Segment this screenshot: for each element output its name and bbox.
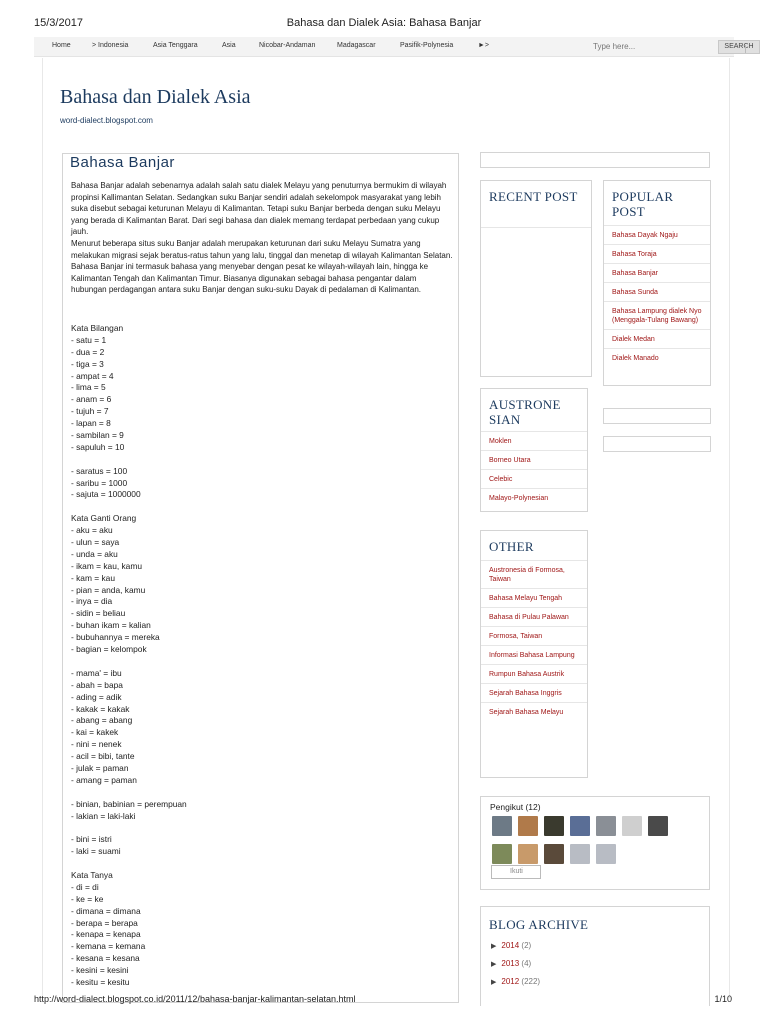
vocabulary-line: - ikam = kau, kamu [71,560,142,571]
vocabulary-list [71,323,187,989]
archive-year[interactable]: 2012 [501,977,520,986]
vocabulary-line: - ampat = 4 [71,370,114,381]
vocabulary-line: - sapuluh = 10 [71,441,125,452]
popular-post-widget [603,180,711,386]
archive-count: (4) [521,959,532,968]
recent-post-title: RECENT POST [489,189,578,204]
sidebar-link[interactable]: Bahasa Banjar [604,263,710,282]
vocabulary-line: - lakian = laki-laki [71,810,136,821]
follower-avatar[interactable] [492,816,512,836]
vocabulary-line: - buhan ikam = kalian [71,620,151,631]
vocabulary-line: - pian = anda, kamu [71,584,146,595]
vocabulary-line: - bagian = kelompok [71,644,147,655]
vocabulary-line: - kai = kakek [71,727,119,738]
vocabulary-line: - binian, babinian = perempuan [71,798,187,809]
post-paragraph: Menurut beberapa situs suku Banjar adalah merupakan keturunan dari suku Melayu Sumatra yang melakukan migrasi sejak beratus-ratus tahun yang lalu, tinggal dan menetap di wilayah Kalimantan Selatan. Bahasa Banjar ini termasuk bahasa yang menyebar dengan pesat ke wilayah-wilayah lain, hingga ke Kalimantan Tengah dan Kalimantan Timur. Biasanya digunakan sebagai bahasa pengantar dalam hubungan perdagangan antara suku Banjar dengan suku-suku Dayak di pedalaman di Kalimantan. [71,238,453,295]
follower-avatar[interactable] [570,844,590,864]
archive-year-item[interactable] [491,941,531,950]
vocabulary-line: - abah = bapa [71,679,123,690]
vocabulary-line: - ke = ke [71,893,104,904]
vocabulary-line: - ulun = saya [71,537,120,548]
vocabulary-line: - kenapa = kenapa [71,929,141,940]
archive-year-item[interactable] [491,977,540,986]
nav-nicobar-andaman[interactable]: Nicobar-Andaman [259,42,316,49]
post-intro [71,180,453,296]
follower-avatar[interactable] [518,816,538,836]
nav-home[interactable]: Home [52,42,71,49]
vocabulary-line: - nini = nenek [71,739,122,750]
search-input[interactable] [590,38,714,54]
sidebar-link[interactable]: Dialek Medan [604,329,710,348]
follower-avatar[interactable] [544,844,564,864]
vocabulary-line: Kata Bilangan [71,323,124,333]
vocabulary-line: - aku = aku [71,525,113,536]
print-url: http://word-dialect.blogspot.co.id/2011/12/bahasa-banjar-kalimantan-selatan.html [34,994,356,1004]
vocabulary-line: - kakak = kakak [71,703,130,714]
austronesian-title: AUSTRONE SIAN [489,397,561,427]
austronesian-widget [480,388,588,512]
vocabulary-line: - saratus = 100 [71,465,128,476]
vocabulary-line: - mama' = ibu [71,667,122,678]
recent-post-widget [480,180,592,377]
nav-asia-tenggara[interactable]: Asia Tenggara [153,42,198,49]
vocabulary-line: - kesitu = kesitu [71,976,130,987]
vocabulary-line: - amang = paman [71,774,137,785]
vocabulary-line: - sambilan = 9 [71,430,124,441]
blog-title[interactable]: Bahasa dan Dialek Asia [60,86,251,108]
sidebar-link[interactable]: Dialek Manado [604,348,710,367]
sidebar-link[interactable]: Informasi Bahasa Lampung [481,645,587,664]
vocabulary-line: - abang = abang [71,715,133,726]
vocabulary-line: - dimana = dimana [71,905,141,916]
other-list [481,560,587,721]
archive-count: (2) [521,941,532,950]
sidebar-link[interactable]: Rumpun Bahasa Austrik [481,664,587,683]
vocabulary-line: - inya = dia [71,596,113,607]
vocabulary-line: - acil = bibi, tante [71,751,135,762]
popular-post-list [604,225,710,367]
vocabulary-line: - kam = kau [71,572,115,583]
vocabulary-line: - kesini = kesini [71,965,129,976]
vocabulary-line: - kesana = kesana [71,953,140,964]
sidebar-search-box[interactable] [480,152,710,168]
vocabulary-line: - tiga = 3 [71,358,104,369]
vocabulary-line: - ading = adik [71,691,122,702]
other-title: OTHER [489,539,534,554]
sidebar-link[interactable]: Formosa, Taiwan [481,626,587,645]
print-footer [0,994,768,1018]
vocabulary-line: - kemana = kemana [71,941,146,952]
print-doc-title: Bahasa dan Dialek Asia: Bahasa Banjar [286,17,482,29]
vocabulary-line: - unda = aku [71,548,118,559]
vocabulary-line: Kata Tanya [71,869,113,880]
other-widget [480,530,588,778]
sidebar-link[interactable]: Bahasa Melayu Tengah [481,588,587,607]
blog-url-link[interactable]: word-dialect.blogspot.com [60,116,153,125]
expand-triangle-icon[interactable]: ▶ [491,961,497,968]
popular-post-title: POPULAR POST [612,189,674,219]
follower-avatar[interactable] [492,844,512,864]
print-header [0,0,768,32]
post-title: Bahasa Banjar [70,154,175,171]
vocabulary-line [71,454,187,466]
sidebar-link[interactable]: Borneo Utara [481,450,587,469]
divider [481,227,591,228]
sidebar-link[interactable]: Malayo-Polynesian [481,488,587,507]
vocabulary-line [71,822,187,834]
nav-more[interactable]: ►> [478,42,490,49]
follower-avatar[interactable] [596,844,616,864]
vocabulary-line [71,787,187,799]
vocabulary-line: - berapa = berapa [71,917,138,928]
vocabulary-line [71,656,187,668]
sidebar-empty-box [603,408,711,424]
vocabulary-line: - saribu = 1000 [71,477,128,488]
vocabulary-line: - sidin = beliau [71,608,126,619]
follower-avatar[interactable] [596,816,616,836]
sidebar-link[interactable]: Sejarah Bahasa Melayu [481,702,587,721]
sidebar-link[interactable]: Bahasa di Pulau Palawan [481,607,587,626]
search-button[interactable]: SEARCH [718,40,760,54]
archive-year[interactable]: 2013 [501,959,520,968]
divider [740,45,746,53]
sidebar-link[interactable]: Celebic [481,469,587,488]
vocabulary-line: - tujuh = 7 [71,406,109,417]
archive-year[interactable]: 2014 [501,941,520,950]
sidebar-empty-box [603,436,711,452]
expand-triangle-icon[interactable]: ▶ [491,943,497,950]
vocabulary-line: - bubuhannya = mereka [71,632,160,643]
blog-archive-title: BLOG ARCHIVE [489,917,589,932]
archive-count: (222) [521,977,541,986]
follower-avatar[interactable] [518,844,538,864]
sidebar-link[interactable]: Bahasa Sunda [604,282,710,301]
sidebar-link[interactable]: Sejarah Bahasa Inggris [481,683,587,702]
print-date: 15/3/2017 [34,17,83,29]
sidebar-link[interactable]: Bahasa Toraja [604,244,710,263]
follower-avatar[interactable] [648,816,668,836]
vocabulary-line: - sajuta = 1000000 [71,489,141,500]
follower-avatar[interactable] [622,816,642,836]
vocabulary-line: - lima = 5 [71,382,106,393]
followers-title: Pengikut (12) [490,802,541,812]
sidebar-link[interactable]: Moklen [481,431,587,450]
follower-avatar[interactable] [544,816,564,836]
follower-avatar[interactable] [570,816,590,836]
vocabulary-line [71,858,187,870]
vocabulary-line: Kata Ganti Orang [71,513,137,524]
follow-button[interactable]: Ikuti [491,865,541,879]
vocabulary-line: - bini = istri [71,834,112,845]
vocabulary-line: - di = di [71,881,99,892]
post-paragraph: Bahasa Banjar adalah sebenarnya adalah salah satu dialek Melayu yang penuturnya bermukim di wilayah propinsi Kallimantan Selatan. Sedangkan suku Banjar sendiri adalah sekelompok masyarakat yang lebih suka disebut sebagai keturunan Melayu di Kalimantan. Tetapi suku Banjar berbeda dengan suku Melayu yang berada di Kalimantan Barat. Dari segi bahasa dan dialek memang terdapat perbedaan yang cukup jauh. [71,181,447,237]
nav-madagascar[interactable]: Madagascar [337,42,376,49]
sidebar-link[interactable]: Bahasa Dayak Ngaju [604,225,710,244]
vocabulary-line: - anam = 6 [71,394,112,405]
vocabulary-line [71,501,187,513]
sidebar-link[interactable]: Austronesia di Formosa, Taiwan [481,560,587,588]
followers-widget [480,796,710,890]
vocabulary-line: - dua = 2 [71,346,105,357]
expand-triangle-icon[interactable]: ▶ [491,979,497,986]
austronesian-list [481,431,587,507]
archive-year-item[interactable] [491,959,531,968]
vocabulary-line: - laki = suami [71,846,121,857]
nav-asia[interactable]: Asia [222,42,236,49]
sidebar-link[interactable]: Bahasa Lampung dialek Nyo (Menggala-Tulang Bawang) [604,301,710,329]
nav-pasifik-polynesia[interactable]: Pasifik-Polynesia [400,42,454,49]
nav-indonesia[interactable]: > Indonesia [92,42,129,49]
print-page-number: 1/10 [714,994,732,1004]
blog-archive-widget [480,906,710,1006]
vocabulary-line: - satu = 1 [71,334,107,345]
vocabulary-line: - lapan = 8 [71,418,111,429]
top-navbar [34,37,754,57]
main-post [62,153,459,1003]
vocabulary-line: - julak = paman [71,762,129,773]
